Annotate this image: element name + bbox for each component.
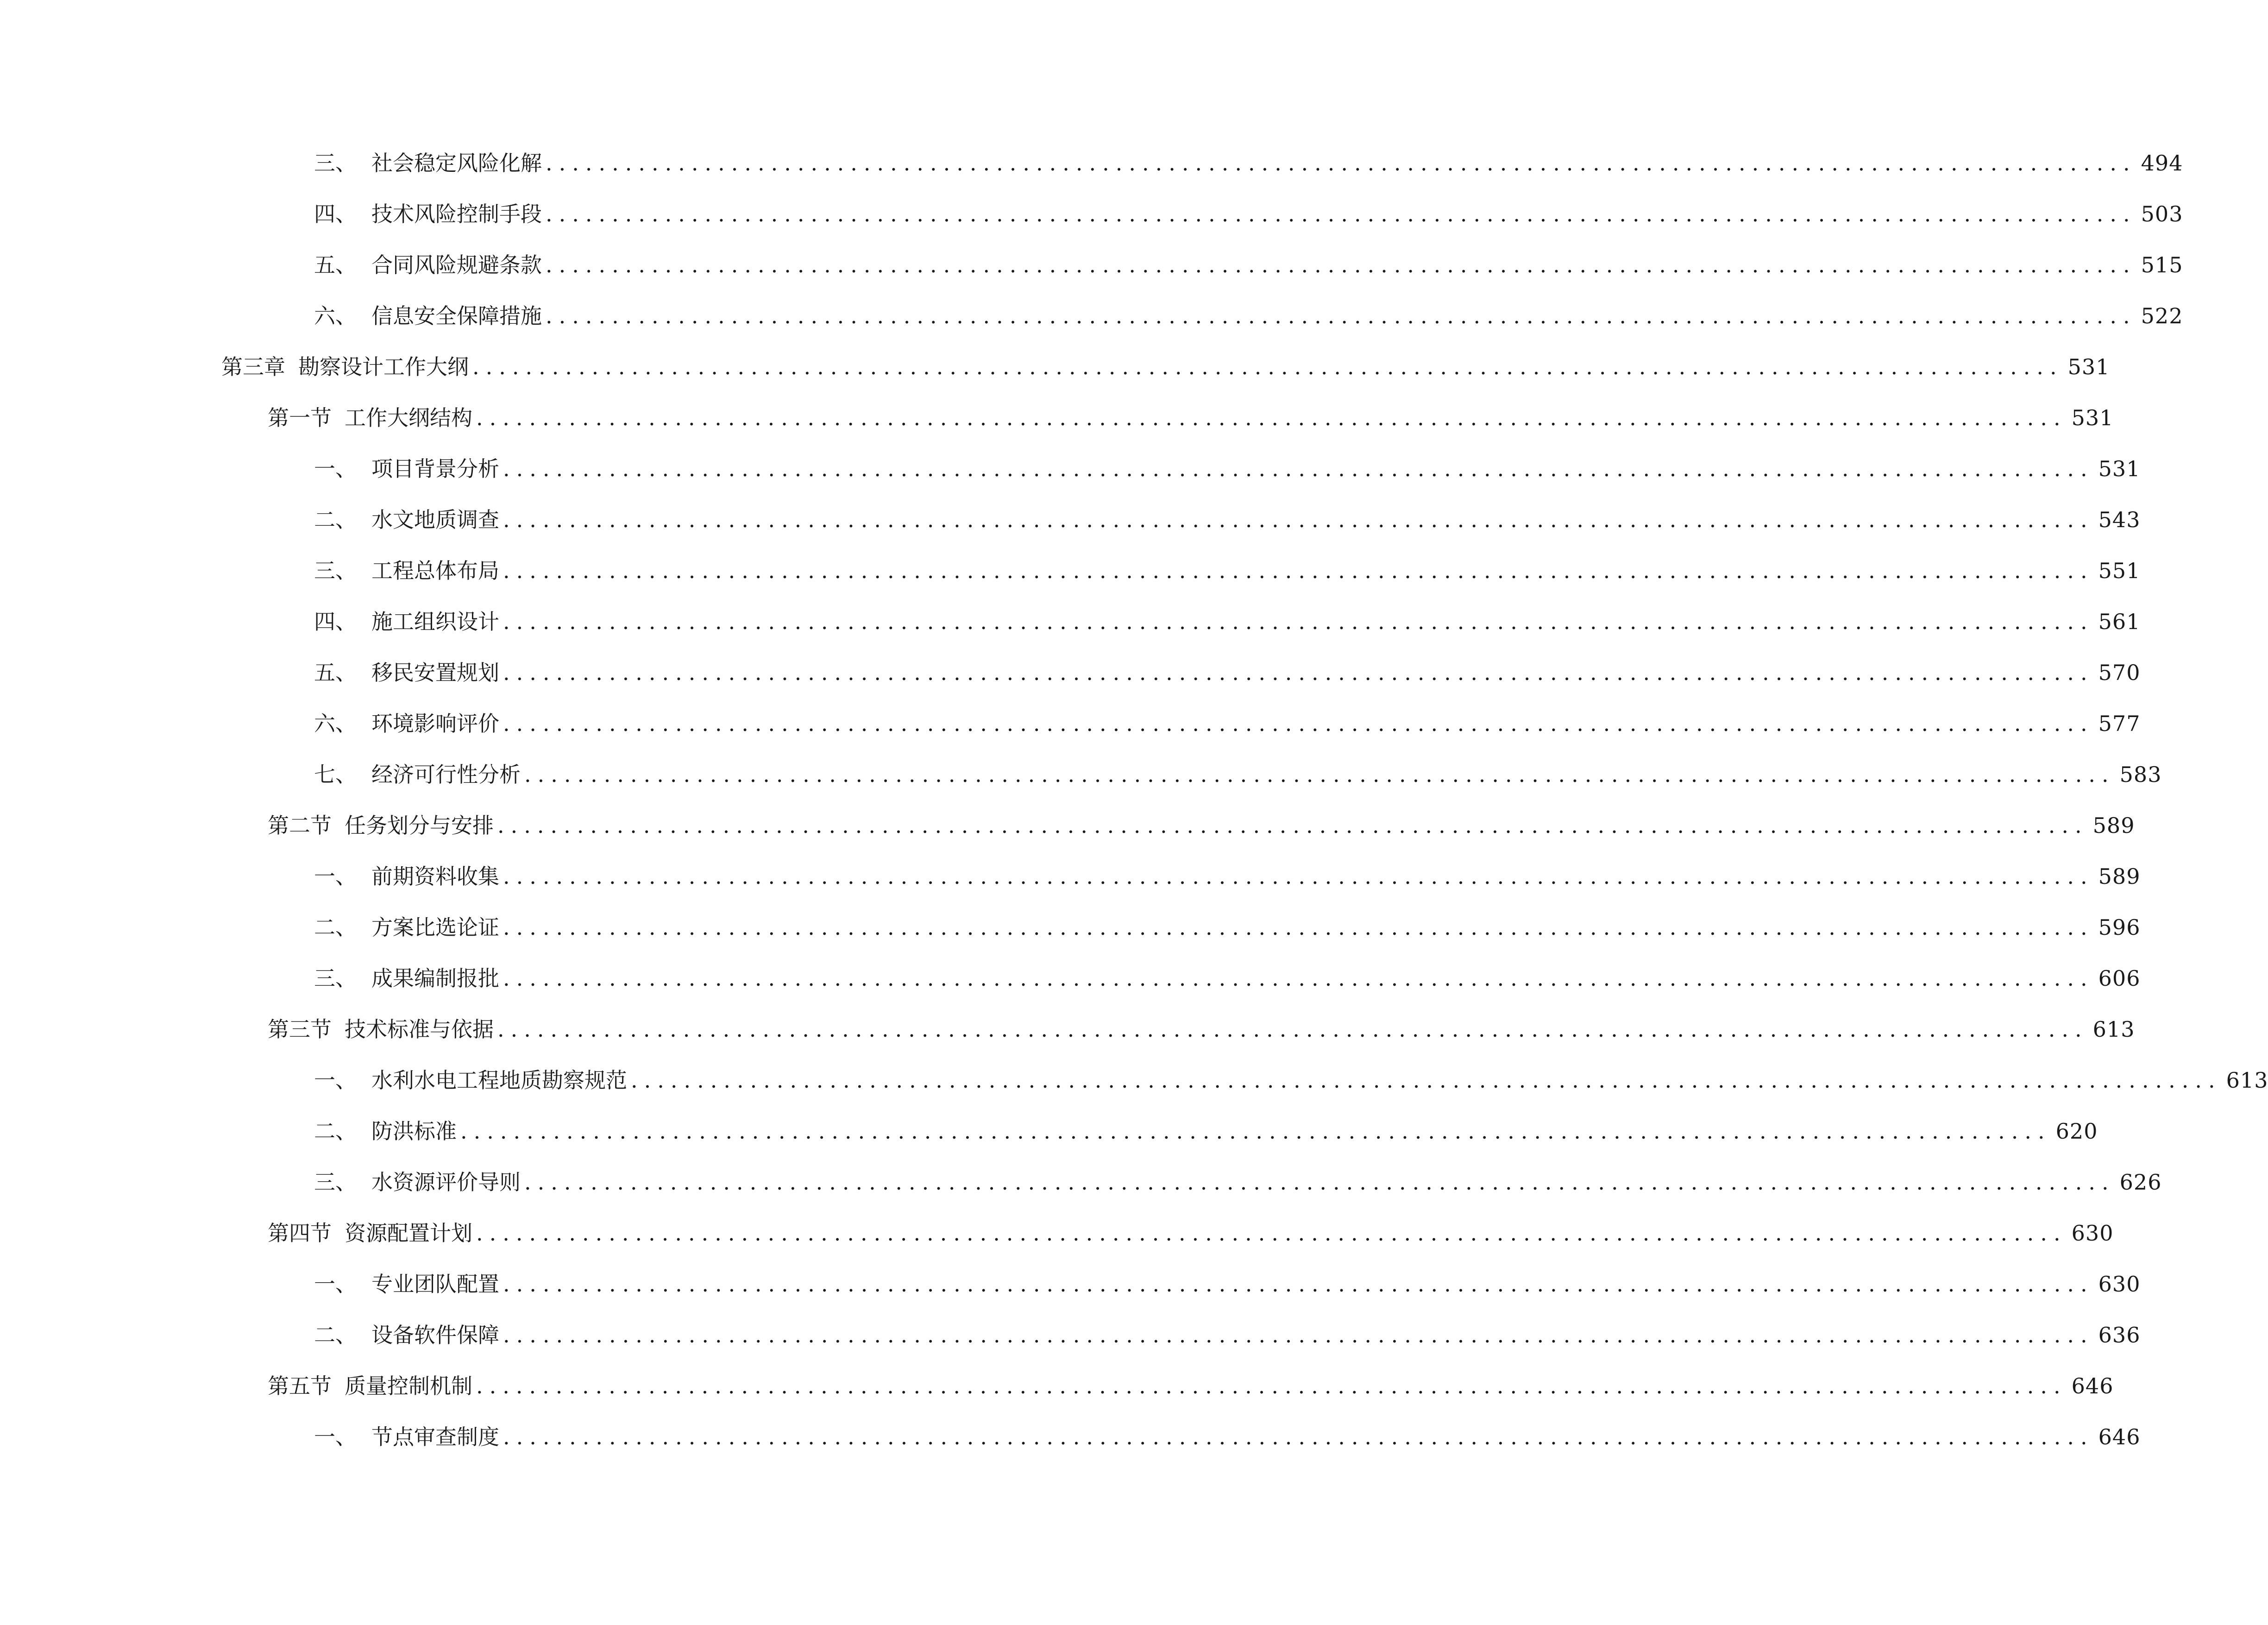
toc-entry-number: 四、 (314, 202, 357, 227)
toc-entry-page: 561 (2098, 609, 2141, 634)
toc-entry-title: 合同风险规避条款 (371, 252, 542, 277)
toc-entry[interactable] (314, 1266, 2141, 1303)
toc-entry-number: 三、 (314, 1170, 357, 1195)
toc-entry-page: 494 (2141, 151, 2183, 176)
toc-entry-title: 信息安全保障措施 (371, 303, 542, 328)
toc-entry-title: 水资源评价导则 (371, 1170, 521, 1195)
toc-dot-leader: ........................................................................................................................ (476, 405, 2067, 430)
toc-entry[interactable] (314, 603, 2141, 640)
toc-entry[interactable] (314, 960, 2141, 997)
toc-entry-page: 613 (2092, 1017, 2135, 1042)
toc-entry-page: 577 (2098, 711, 2141, 736)
toc-entry-number: 二、 (314, 915, 357, 940)
toc-entry-page: 522 (2141, 303, 2183, 328)
toc-entry[interactable] (314, 858, 2141, 895)
toc-entry-title: 设备软件保障 (371, 1323, 499, 1348)
toc-entry-title: 专业团队配置 (371, 1272, 499, 1297)
toc-entry-number: 一、 (314, 864, 357, 889)
toc-dot-leader: ........................................................................................................................ (503, 558, 2094, 583)
toc-entry-page: 543 (2098, 507, 2141, 532)
toc-entry-title: 项目背景分析 (371, 456, 499, 481)
toc-dot-leader: ........................................................................................................................ (503, 1323, 2094, 1348)
toc-entry-number: 第一节 (268, 405, 332, 430)
toc-entry-number: 第三章 (221, 354, 285, 379)
toc-entry-page: 515 (2141, 252, 2183, 277)
toc-entry-page: 636 (2098, 1323, 2141, 1348)
toc-section-entry[interactable] (268, 807, 2135, 844)
toc-entry-number: 五、 (314, 660, 357, 685)
toc-entry-page: 646 (2071, 1373, 2114, 1398)
toc-entry[interactable] (314, 501, 2141, 538)
toc-entry-title: 社会稳定风险化解 (371, 151, 542, 176)
toc-section-entry[interactable] (268, 399, 2114, 436)
toc-entry-page: 606 (2098, 966, 2141, 991)
toc-entry-page: 531 (2071, 405, 2114, 430)
toc-entry[interactable] (314, 705, 2141, 742)
toc-entry-page: 630 (2071, 1221, 2114, 1246)
toc-entry-number: 第四节 (268, 1221, 332, 1246)
toc-entry-number: 五、 (314, 252, 357, 277)
toc-entry[interactable] (314, 1113, 2098, 1150)
toc-dot-leader: ........................................................................................................................ (503, 966, 2094, 991)
toc-entry-number: 二、 (314, 1323, 357, 1348)
toc-entry-title: 工作大纲结构 (345, 405, 472, 430)
toc-entry-title: 工程总体布局 (371, 558, 499, 583)
toc-section-entry[interactable] (268, 1215, 2114, 1252)
toc-entry-title: 方案比选论证 (371, 915, 499, 940)
toc-entry-page: 646 (2098, 1424, 2141, 1449)
toc-entry-title: 勘察设计工作大纲 (298, 354, 469, 379)
toc-section-entry[interactable] (268, 1011, 2135, 1048)
toc-dot-leader: ........................................................................................................................ (546, 252, 2136, 277)
toc-entry-title: 水利水电工程地质勘察规范 (371, 1068, 627, 1093)
toc-dot-leader: ........................................................................................................................ (503, 711, 2094, 736)
toc-entry-number: 七、 (314, 762, 357, 787)
toc-dot-leader: ........................................................................................................................ (476, 1221, 2067, 1246)
toc-entry-page: 630 (2098, 1272, 2141, 1297)
toc-entry-number: 一、 (314, 1068, 357, 1093)
toc-entry-title: 前期资料收集 (371, 864, 499, 889)
toc-dot-leader: ........................................................................................................................ (476, 1373, 2067, 1398)
toc-dot-leader: ........................................................................................................................ (503, 864, 2094, 889)
toc-entry-title: 施工组织设计 (371, 609, 499, 634)
toc-entry-title: 资源配置计划 (345, 1221, 472, 1246)
toc-entry[interactable] (314, 297, 2183, 334)
toc-dot-leader: ........................................................................................................................ (503, 609, 2094, 634)
toc-entry-number: 二、 (314, 507, 357, 532)
toc-entry[interactable] (314, 909, 2141, 946)
toc-entry[interactable] (314, 145, 2183, 182)
toc-entry[interactable] (314, 246, 2183, 283)
toc-entry-number: 第五节 (268, 1373, 332, 1398)
toc-entry-page: 551 (2098, 558, 2141, 583)
toc-dot-leader: ........................................................................................................................ (497, 1017, 2088, 1042)
toc-entry-page: 531 (2098, 456, 2141, 481)
toc-entry-number: 三、 (314, 151, 357, 176)
toc-entry-number: 一、 (314, 1424, 357, 1449)
toc-entry-number: 三、 (314, 558, 357, 583)
toc-entry[interactable] (314, 1164, 2162, 1201)
toc-entry-page: 613 (2226, 1068, 2268, 1093)
toc-entry-page: 589 (2092, 813, 2135, 838)
toc-dot-leader: ........................................................................................................................ (460, 1119, 2051, 1144)
toc-entry[interactable] (314, 756, 2162, 793)
toc-entry-number: 六、 (314, 303, 357, 328)
toc-entry-title: 经济可行性分析 (371, 762, 521, 787)
toc-entry-page: 583 (2119, 762, 2162, 787)
toc-dot-leader: ........................................................................................................................ (524, 1170, 2115, 1195)
toc-dot-leader: ........................................................................................................................ (472, 354, 2063, 379)
toc-entry-title: 技术风险控制手段 (371, 202, 542, 227)
toc-entry-title: 任务划分与安排 (345, 813, 494, 838)
toc-entry-number: 第二节 (268, 813, 332, 838)
toc-dot-leader: ........................................................................................................................ (503, 507, 2094, 532)
toc-chapter-entry[interactable] (221, 348, 2110, 385)
toc-entry[interactable] (314, 1316, 2141, 1354)
toc-section-entry[interactable] (268, 1367, 2114, 1405)
toc-entry[interactable] (314, 654, 2141, 691)
toc-entry-page: 570 (2098, 660, 2141, 685)
toc-dot-leader: ........................................................................................................................ (546, 151, 2136, 176)
toc-entry-title: 水文地质调查 (371, 507, 499, 532)
toc-dot-leader: ........................................................................................................................ (631, 1068, 2222, 1093)
toc-dot-leader: ........................................................................................................................ (503, 1424, 2094, 1449)
toc-entry-page: 531 (2067, 354, 2110, 379)
toc-dot-leader: ........................................................................................................................ (503, 1272, 2094, 1297)
toc-entry-title: 节点审查制度 (371, 1424, 499, 1449)
toc-dot-leader: ........................................................................................................................ (503, 660, 2094, 685)
toc-entry-number: 一、 (314, 456, 357, 481)
toc-entry-number: 二、 (314, 1119, 357, 1144)
toc-dot-leader: ........................................................................................................................ (524, 762, 2115, 787)
toc-entry-page: 626 (2119, 1170, 2162, 1195)
toc-entry-title: 质量控制机制 (345, 1373, 472, 1398)
toc-entry-title: 技术标准与依据 (345, 1017, 494, 1042)
toc-entry-number: 六、 (314, 711, 357, 736)
toc-entry[interactable] (314, 195, 2183, 233)
toc-entry-title: 移民安置规划 (371, 660, 499, 685)
toc-entry[interactable] (314, 450, 2141, 487)
toc-entry-title: 成果编制报批 (371, 966, 499, 991)
toc-entry-title: 防洪标准 (371, 1119, 457, 1144)
toc-entry[interactable] (314, 552, 2141, 589)
toc-dot-leader: ........................................................................................................................ (546, 303, 2136, 328)
toc-entry-number: 三、 (314, 966, 357, 991)
toc-entry-page: 589 (2098, 864, 2141, 889)
toc-entry[interactable] (314, 1418, 2141, 1455)
toc-dot-leader: ........................................................................................................................ (546, 202, 2136, 227)
toc-entry-page: 596 (2098, 915, 2141, 940)
toc-entry[interactable] (314, 1062, 2268, 1099)
toc-entry-title: 环境影响评价 (371, 711, 499, 736)
toc-entry-number: 一、 (314, 1272, 357, 1297)
toc-entry-number: 第三节 (268, 1017, 332, 1042)
toc-dot-leader: ........................................................................................................................ (503, 456, 2094, 481)
toc-dot-leader: ........................................................................................................................ (503, 915, 2094, 940)
toc-entry-page: 620 (2055, 1119, 2098, 1144)
toc-dot-leader: ........................................................................................................................ (497, 813, 2088, 838)
toc-entry-page: 503 (2141, 202, 2183, 227)
toc-entry-number: 四、 (314, 609, 357, 634)
